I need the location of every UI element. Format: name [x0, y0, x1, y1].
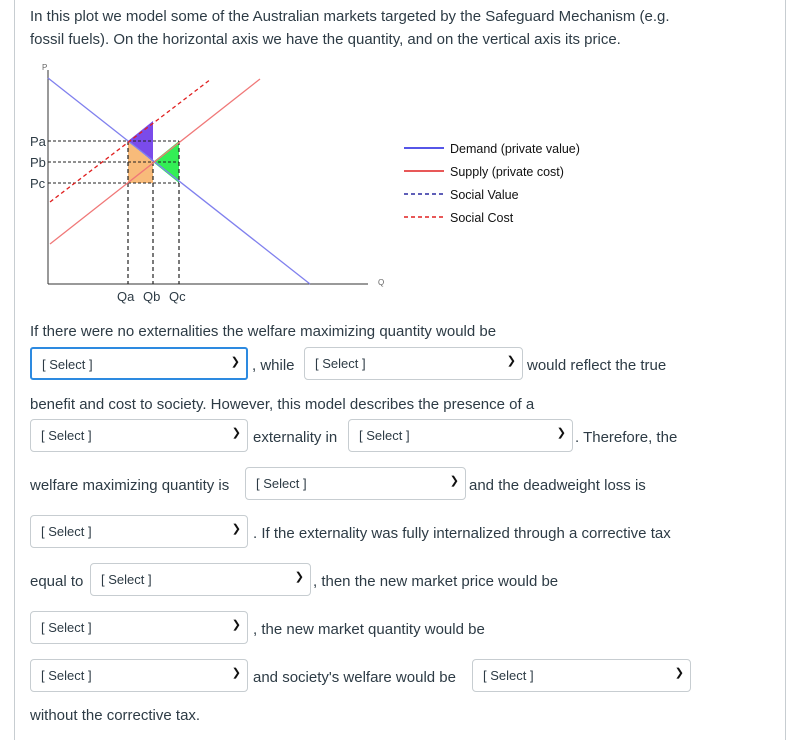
- question-text-9: . If the externality was fully internalized through a corrective tax: [253, 525, 671, 542]
- question-text-5: externality in: [253, 429, 338, 446]
- legend-supply: Supply (private cost): [450, 165, 564, 179]
- question-text-3: would reflect the true: [527, 357, 667, 374]
- question-text-10: equal to: [30, 573, 84, 590]
- intro-line-1: In this plot we model some of the Australian markets targeted by the Safeguard Mechanism (e.g.: [30, 8, 670, 25]
- select-society-welfare[interactable]: [ Select ] ❯: [472, 659, 691, 692]
- legend-demand: Demand (private value): [450, 142, 580, 156]
- chevron-down-icon: ❯: [506, 355, 516, 367]
- x-axis-label: Q: [378, 278, 385, 287]
- chevron-down-icon: ❯: [231, 619, 241, 631]
- market-chart: [28, 62, 588, 312]
- tick-qb: Qb: [143, 289, 161, 304]
- select-true-benefit-cost[interactable]: [ Select ] ❯: [304, 347, 523, 380]
- chevron-down-icon: ❯: [231, 667, 241, 679]
- chevron-down-icon: ❯: [294, 571, 304, 583]
- question-text-7: welfare maximizing quantity is: [30, 477, 230, 494]
- question-text-14: without the corrective tax.: [30, 707, 201, 724]
- select-new-market-price[interactable]: [ Select ] ❯: [30, 611, 248, 644]
- chevron-down-icon: ❯: [674, 667, 684, 679]
- select-no-externality-quantity[interactable]: [ Select ] ❯: [30, 347, 248, 380]
- legend-social-value: Social Value: [450, 188, 519, 202]
- chevron-down-icon: ❯: [230, 356, 240, 368]
- question-text-8: and the deadweight loss is: [469, 477, 646, 494]
- intro-line-2: fossil fuels). On the horizontal axis we have the quantity, and on the vertical axis its price.: [30, 31, 621, 48]
- select-new-market-quantity[interactable]: [ Select ] ❯: [30, 659, 248, 692]
- question-text-6: . Therefore, the: [575, 429, 678, 446]
- chevron-down-icon: ❯: [231, 427, 241, 439]
- question-text-11: , then the new market price would be: [313, 573, 559, 590]
- tick-pa: Pa: [30, 134, 46, 149]
- question-text-4: benefit and cost to society. However, this model describes the presence of a: [30, 396, 535, 413]
- y-axis-label: P: [42, 63, 48, 72]
- question-text-2: , while: [252, 357, 295, 374]
- select-externality-type[interactable]: [ Select ] ❯: [30, 419, 248, 452]
- tick-pb: Pb: [30, 155, 46, 170]
- chevron-down-icon: ❯: [556, 427, 566, 439]
- legend-social-cost: Social Cost: [450, 211, 514, 225]
- tick-qa: Qa: [117, 289, 135, 304]
- tick-qc: Qc: [169, 289, 186, 304]
- chevron-down-icon: ❯: [231, 523, 241, 535]
- question-text-13: and society's welfare would be: [253, 669, 456, 686]
- question-text-12: , the new market quantity would be: [253, 621, 485, 638]
- chevron-down-icon: ❯: [449, 475, 459, 487]
- question-text-1: If there were no externalities the welfare maximizing quantity would be: [30, 323, 497, 340]
- select-corrective-tax[interactable]: [ Select ] ❯: [90, 563, 311, 596]
- select-externality-location[interactable]: [ Select ] ❯: [348, 419, 573, 452]
- select-deadweight-loss[interactable]: [ Select ] ❯: [30, 515, 248, 548]
- tick-pc: Pc: [30, 176, 46, 191]
- select-welfare-max-quantity[interactable]: [ Select ] ❯: [245, 467, 466, 500]
